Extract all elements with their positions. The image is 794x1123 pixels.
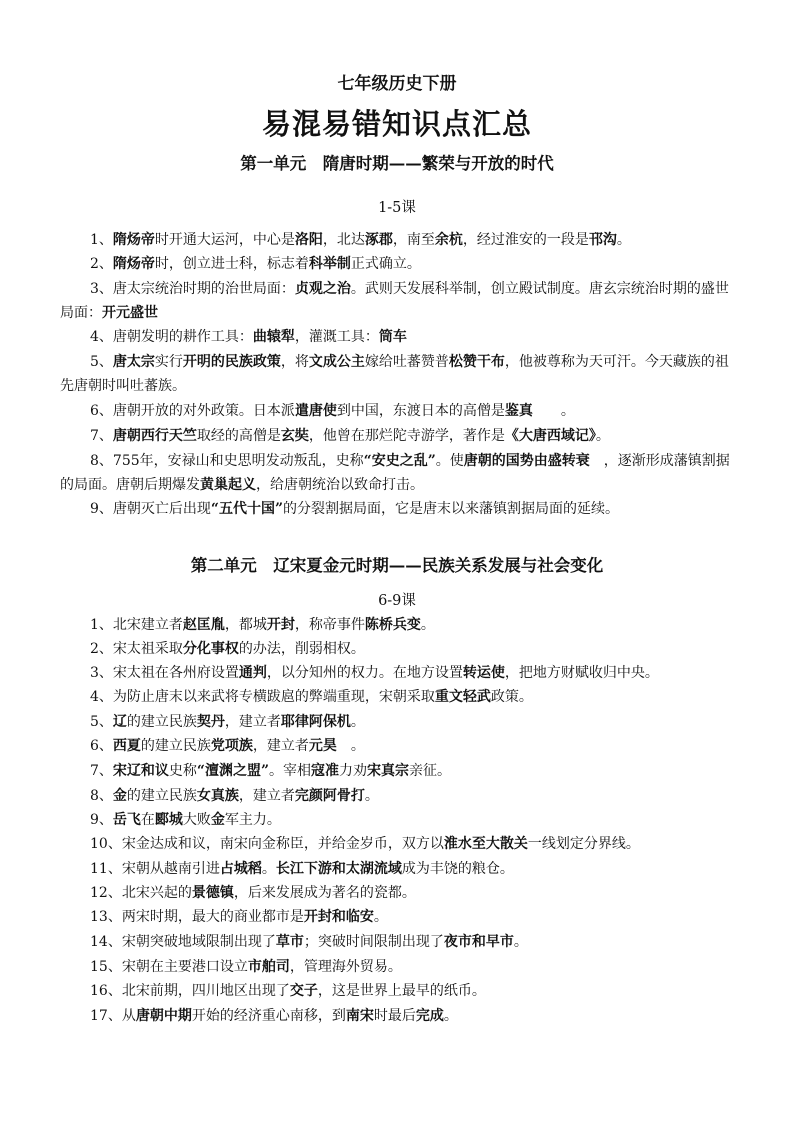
- text-run: 13、两宋时期，最大的商业都市是: [90, 909, 304, 925]
- key-term: 唐朝的国势由盛转衰: [463, 453, 590, 469]
- key-term: 文成公主: [308, 354, 365, 370]
- key-term: 辽: [112, 714, 127, 730]
- text-run: ，南至: [392, 232, 435, 248]
- text-run: 14、宋朝突破地域限制出现了: [90, 934, 276, 950]
- key-term: 市舶司: [247, 959, 290, 975]
- key-term: 女真族: [196, 788, 239, 804]
- unit2-lessons: 6-9课: [378, 593, 416, 609]
- text-run: 时开通大运河，中心是: [154, 232, 295, 248]
- key-term: 重文轻武: [434, 689, 491, 705]
- text-run: ，这是世界上最早的纸币。: [317, 983, 486, 999]
- text-run: 5、: [90, 354, 113, 370]
- text-run: 6、: [90, 738, 113, 754]
- text-run: 。使: [435, 453, 464, 469]
- unit2-item-15: [60, 955, 736, 979]
- key-term: 宋辽和议: [112, 763, 169, 779]
- text-run: 。: [350, 714, 365, 730]
- key-term: 唐朝中期: [135, 1008, 192, 1024]
- text-run: 成为丰饶的粮仓。: [401, 861, 514, 877]
- text-run: 嫁给吐蕃赞普: [364, 354, 449, 370]
- doc-subtitle: 七年级历史下册: [337, 74, 457, 94]
- text-run: 12、北宋兴起的: [90, 885, 192, 901]
- key-term: 分化事权: [182, 641, 239, 657]
- key-term: 科举制: [308, 256, 351, 272]
- text-run: 5、: [90, 714, 113, 730]
- text-run: ，给唐朝统治以致命打击。: [256, 477, 424, 493]
- unit2-item-13: [60, 905, 736, 929]
- unit1-heading: 第一单元 隋唐时期——繁荣与开放的时代: [240, 154, 554, 173]
- key-term: “五代十国”: [210, 501, 284, 517]
- key-term: 洛阳: [294, 232, 323, 248]
- text-run: 。: [616, 232, 631, 248]
- unit1-item-4: [60, 325, 736, 349]
- key-term: 《大唐西域记》: [504, 428, 596, 444]
- text-run: ，建立者: [252, 738, 309, 754]
- key-term: 金: [112, 788, 127, 804]
- key-term: 筒车: [378, 329, 407, 345]
- text-run: 亲征。: [409, 763, 452, 779]
- text-run: 11、宋朝从越南引进: [90, 861, 220, 877]
- key-term: “澶渊之盟”: [196, 763, 270, 779]
- key-term: 松赞干布: [448, 354, 505, 370]
- unit2-item-17: [60, 1004, 736, 1028]
- unit1-item-5: [60, 350, 736, 398]
- key-term: 完成: [415, 1008, 444, 1024]
- text-run: ，灌溉工具：: [294, 329, 379, 345]
- key-term: 开明的民族政策: [182, 354, 281, 370]
- text-run: 政策。: [490, 689, 533, 705]
- text-run: ；突破时间限制出现了: [303, 934, 444, 950]
- unit2-item-10: [60, 832, 736, 856]
- text-run: ，后来发展成为著名的瓷都。: [233, 885, 416, 901]
- unit2-item-16: [60, 979, 736, 1003]
- text-run: 的建立民族: [126, 714, 197, 730]
- text-run: ，管理海外贸易。: [289, 959, 402, 975]
- text-run: 力劝: [339, 763, 368, 779]
- text-run: 9、唐朝灭亡后出现: [90, 501, 211, 517]
- key-term: “安史之乱”: [363, 453, 436, 469]
- unit2-item-11: [60, 857, 736, 881]
- unit1-item-3: [60, 277, 736, 325]
- text-run: 3、唐太宗统治时期的治世局面：: [90, 281, 295, 297]
- key-term: 余杭: [434, 232, 463, 248]
- key-term: 契丹: [196, 714, 225, 730]
- key-term: 岳飞: [112, 812, 141, 828]
- text-run: 时，创立进士科，标志着: [154, 256, 309, 272]
- key-term: 转运使: [462, 665, 505, 681]
- text-run: 10、宋金达成和议，南宋向金称臣，并给金岁币，双方以: [90, 836, 444, 852]
- key-term: 贞观之治: [294, 281, 351, 297]
- text-run: 3、宋太祖在各州府设置: [90, 665, 239, 681]
- text-run: 。武则天发展科举制，创立殿试制度。唐玄宗统治时期的盛世局面：: [60, 281, 729, 321]
- key-term: 开封和临安: [303, 909, 374, 925]
- key-term: 长江下游和太湖流域: [275, 861, 402, 877]
- key-term: 寇准: [311, 763, 340, 779]
- key-term: 郾城: [154, 812, 183, 828]
- unit2-item-9: [60, 808, 736, 832]
- text-run: ，逐渐形成藩镇割据的局面。唐朝后期爆发: [60, 453, 730, 493]
- doc-title: 易混易错知识点汇总: [261, 107, 532, 141]
- key-term: 陈桥兵变: [364, 617, 421, 633]
- unit2-item-6: [60, 734, 736, 758]
- key-term: 金: [210, 812, 225, 828]
- text-run: 一线划定分界线。: [527, 836, 640, 852]
- text-run: 的建立民族: [140, 738, 211, 754]
- text-run: ，称帝事件: [294, 617, 365, 633]
- key-term: 草市: [275, 934, 304, 950]
- unit2-heading: 第二单元 辽宋夏金元时期——民族关系发展与社会变化: [190, 556, 604, 575]
- key-term: 淮水至大散关: [443, 836, 528, 852]
- text-run: 4、为防止唐末以来武将专横跋扈的弊端重现，宋朝采取: [90, 689, 435, 705]
- text-run: ，把地方财赋收归中央。: [504, 665, 659, 681]
- key-term: 玄奘: [280, 428, 309, 444]
- key-term: 党项族: [210, 738, 253, 754]
- key-term: 开元盛世: [102, 305, 158, 321]
- key-term: 涿郡: [364, 232, 393, 248]
- text-run: 大败: [182, 812, 211, 828]
- text-run: ，建立者: [224, 714, 281, 730]
- text-run: 17、从: [90, 1008, 136, 1024]
- key-term: 元昊: [308, 738, 337, 754]
- unit2-item-2: [60, 637, 736, 661]
- unit2-item-1: [60, 613, 736, 637]
- unit1-item-9: [60, 497, 736, 521]
- text-run: 1、北宋建立者: [90, 617, 183, 633]
- text-run: 1、: [90, 232, 113, 248]
- unit1-item-2: [60, 252, 736, 276]
- key-term: 遣唐使: [294, 403, 337, 419]
- unit1-item-1: [60, 228, 736, 252]
- text-run: ，建立者: [238, 788, 295, 804]
- key-term: 完颜阿骨打: [294, 788, 365, 804]
- text-run: 。: [261, 861, 276, 877]
- unit2-item-14: [60, 930, 736, 954]
- text-run: 在: [140, 812, 155, 828]
- text-run: 。宰相: [269, 763, 312, 779]
- unit2-item-12: [60, 881, 736, 905]
- text-run: ，都城: [224, 617, 267, 633]
- text-run: 取经的高僧是: [196, 428, 281, 444]
- key-term: 开封: [266, 617, 295, 633]
- text-run: 8、755年，安禄山和史思明发动叛乱，史称: [90, 453, 364, 469]
- unit1-lessons: 1-5课: [378, 200, 416, 216]
- unit2-item-4: [60, 685, 736, 709]
- text-run: 7、: [90, 763, 113, 779]
- key-term: 黄巢起义: [200, 477, 256, 493]
- text-run: 。: [595, 428, 610, 444]
- text-run: 。: [373, 909, 388, 925]
- text-run: 的办法，削弱相权。: [238, 641, 365, 657]
- key-term: 赵匡胤: [182, 617, 225, 633]
- key-term: 耶律阿保机: [280, 714, 351, 730]
- unit2-item-3: [60, 661, 736, 685]
- text-run: 8、: [90, 788, 113, 804]
- text-run: 时最后: [373, 1008, 416, 1024]
- text-run: ，他曾在那烂陀寺游学，著作是: [308, 428, 505, 444]
- text-run: 。: [513, 934, 528, 950]
- key-term: 宋真宗: [367, 763, 410, 779]
- text-run: 2、宋太祖采取: [90, 641, 183, 657]
- text-run: 6、唐朝开放的对外政策。日本派: [90, 403, 295, 419]
- text-run: ，他被尊称为天可汗。今天藏族的祖先唐朝时叫吐蕃族。: [60, 354, 729, 394]
- text-run: 9、: [90, 812, 113, 828]
- key-term: 鉴真: [504, 403, 533, 419]
- key-term: 西夏: [112, 738, 141, 754]
- text-run: 正式确立。: [350, 256, 421, 272]
- text-run: 15、宋朝在主要港口设立: [90, 959, 248, 975]
- text-run: 到中国，东渡日本的高僧是: [336, 403, 505, 419]
- text-run: 实行: [154, 354, 183, 370]
- key-term: 夜市和早市: [443, 934, 514, 950]
- text-run: 。: [364, 788, 379, 804]
- text-run: ，以分知州的权力。在地方设置: [266, 665, 463, 681]
- unit1-item-8: [60, 449, 736, 497]
- key-term: 交子: [289, 983, 318, 999]
- unit1-item-6: [60, 399, 736, 423]
- text-run: 的分裂割据局面，它是唐末以来藩镇割据局面的延续。: [283, 501, 620, 517]
- text-run: ，将: [280, 354, 309, 370]
- text-run: 军主力。: [224, 812, 281, 828]
- key-term: 景德镇: [191, 885, 234, 901]
- text-run: 开始的经济重心南移，到: [191, 1008, 346, 1024]
- text-run: 史称: [168, 763, 197, 779]
- text-run: 。: [336, 738, 365, 754]
- text-run: 。: [420, 617, 435, 633]
- text-run: 16、北宋前期，四川地区出现了: [90, 983, 290, 999]
- text-run: 。: [443, 1008, 458, 1024]
- key-term: 南宋: [345, 1008, 374, 1024]
- text-run: 的建立民族: [126, 788, 197, 804]
- key-term: 邗沟: [588, 232, 617, 248]
- key-term: 通判: [238, 665, 267, 681]
- text-run: ，经过淮安的一段是: [462, 232, 589, 248]
- key-term: 隋炀帝: [112, 232, 155, 248]
- unit1-item-7: [60, 424, 736, 448]
- key-term: 曲辕犁: [252, 329, 295, 345]
- key-term: 唐朝西行天竺: [112, 428, 197, 444]
- unit2-item-8: [60, 784, 736, 808]
- text-run: 。: [532, 403, 575, 419]
- key-term: 隋炀帝: [112, 256, 155, 272]
- key-term: 占城稻: [219, 861, 262, 877]
- text-run: 4、唐朝发明的耕作工具：: [90, 329, 253, 345]
- text-run: 2、: [90, 256, 113, 272]
- unit2-item-7: [60, 759, 736, 783]
- text-run: 7、: [90, 428, 113, 444]
- text-run: ，北达: [322, 232, 365, 248]
- key-term: 唐太宗: [112, 354, 155, 370]
- unit2-item-5: [60, 710, 736, 734]
